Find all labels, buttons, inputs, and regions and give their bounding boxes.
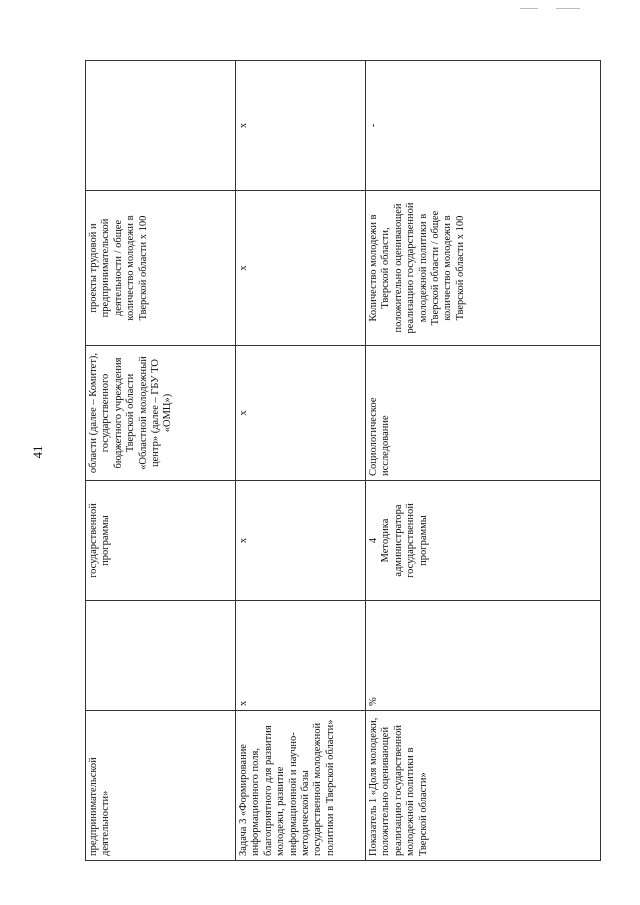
table-cell: Задача 3 «Формирование информационного поля, благоприятного для развития молодежи, развитие информационной и научно-методической базы государственной молодежной политики в Тверской области» [236, 711, 366, 861]
table-cell: х [236, 346, 366, 481]
scan-mark [556, 8, 580, 9]
table-cell: предпринимательской деятельности» [86, 711, 236, 861]
table-row [366, 61, 601, 861]
table-cell: Показатель 1 «Доля молодежи, положительно оценивающей реализацию государственной молодежной политики в Тверской области» [366, 711, 601, 861]
page-number: 41 [30, 445, 45, 459]
table-cell: Количество молодежи в Тверской области, положительно оценивающей реализацию государственной молодежной политики в Тверской области / общее количество молодежи в Тверской области х 100 [366, 191, 601, 346]
table-cell [86, 601, 236, 711]
table-cell [86, 61, 236, 191]
table-cell: Социологическое исследование [366, 346, 601, 481]
table-cell: проекты трудовой и предпринимательской деятельности / общее количество молодежи в Тверской области х 100 [86, 191, 236, 346]
table-cell: 4 Методика администратора государственной программы [366, 481, 601, 601]
table-cell: х [236, 61, 366, 191]
table-cell: х [236, 601, 366, 711]
table-row [236, 61, 366, 861]
scan-mark [520, 8, 538, 9]
table-row [86, 61, 236, 861]
table-cell: государственной программы [86, 481, 236, 601]
table-cell: области (далее – Комитет), государственного бюджетного учреждения Тверской области «Областной молодежный центр» (далее – ГБУ ТО «ОМЦ») [86, 346, 236, 481]
table-cell: х [236, 191, 366, 346]
table-cell: - [366, 61, 601, 191]
table-container [85, 61, 600, 861]
indicator-table [85, 60, 601, 861]
table-cell: % [366, 601, 601, 711]
table-cell: х [236, 481, 366, 601]
